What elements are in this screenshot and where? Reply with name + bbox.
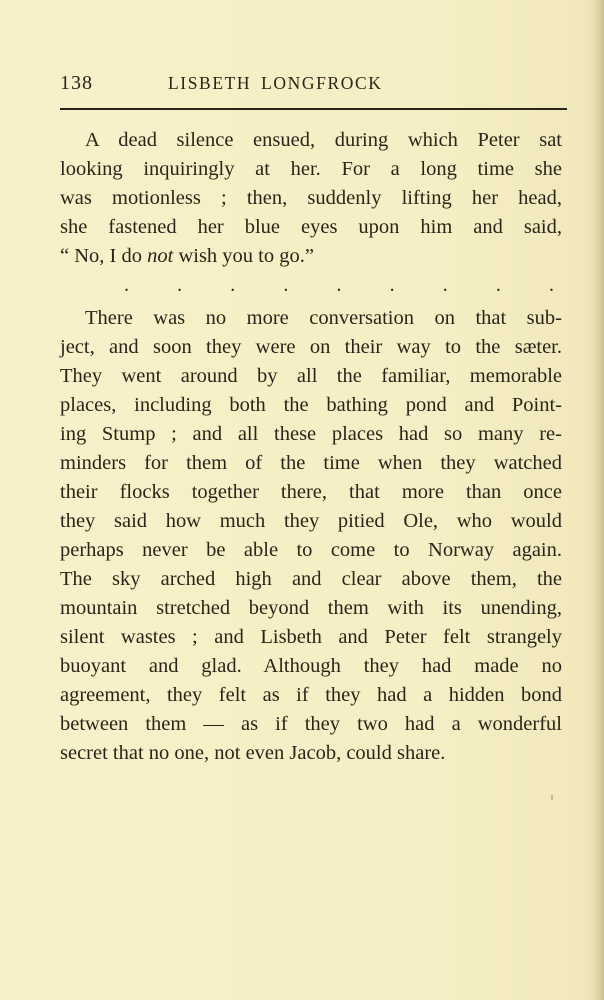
dot: . <box>442 274 448 296</box>
page-edge-shadow <box>590 0 604 1000</box>
text-line: ject, and soon they were on their way to the sæter. <box>60 336 562 358</box>
text-line: places, including both the bathing pond and Point- <box>60 394 562 416</box>
text-line: perhaps never be able to come to Norway again. <box>60 539 562 561</box>
text-line <box>60 242 562 271</box>
text-line: agreement, they felt as if they had a hidden bond <box>60 684 562 706</box>
text-line: silent wastes ; and Lisbeth and Peter felt strangely <box>60 626 562 648</box>
text-line: they said how much they pitied Ole, who would <box>60 510 562 532</box>
running-title: LISBETH LONGFROCK <box>168 73 383 93</box>
text-line: mountain stretched beyond them with its unending, <box>60 597 562 619</box>
quote-start: “ No, I do <box>60 245 148 267</box>
text-line: looking inquiringly at her. For a long time she <box>60 158 562 180</box>
dot: . <box>177 274 183 296</box>
section-break-dots <box>60 274 562 296</box>
text-line: between them — as if they two had a wonderful <box>60 713 562 735</box>
quote-end: wish you to go.” <box>173 245 314 267</box>
paragraph-2 <box>60 304 562 768</box>
text-line <box>60 304 562 333</box>
header-rule <box>60 108 567 110</box>
text-line: their flocks together there, that more than once <box>60 481 562 503</box>
running-header <box>60 72 566 100</box>
text-line: she fastened her blue eyes upon him and said, <box>60 216 562 238</box>
body-text <box>60 126 562 768</box>
text-line: ing Stump ; and all these places had so many re- <box>60 423 562 445</box>
text-line <box>60 126 562 155</box>
text-line: minders for them of the time when they watched <box>60 452 562 474</box>
dot: . <box>336 274 342 296</box>
dot: . <box>283 274 289 296</box>
text-line-content: A dead silence ensued, during which Peter sat <box>85 129 562 151</box>
dot: . <box>124 274 129 296</box>
dot: . <box>495 274 501 296</box>
text-line: The sky arched high and clear above them, the <box>60 568 562 590</box>
text-line: They went around by all the familiar, memorable <box>60 365 562 387</box>
text-line: buoyant and glad. Although they had made no <box>60 655 562 677</box>
text-line-content: There was no more conversation on that sub- <box>85 307 562 329</box>
paragraph-1 <box>60 126 562 271</box>
dot: . <box>549 274 554 296</box>
dot: . <box>230 274 236 296</box>
dot: . <box>389 274 395 296</box>
text-line: secret that no one, not even Jacob, could share. <box>60 742 446 764</box>
paper-speck <box>551 795 553 800</box>
page-number: 138 <box>60 72 93 94</box>
text-line: was motionless ; then, suddenly lifting her head, <box>60 187 562 209</box>
emphasis-not: not <box>147 245 174 267</box>
